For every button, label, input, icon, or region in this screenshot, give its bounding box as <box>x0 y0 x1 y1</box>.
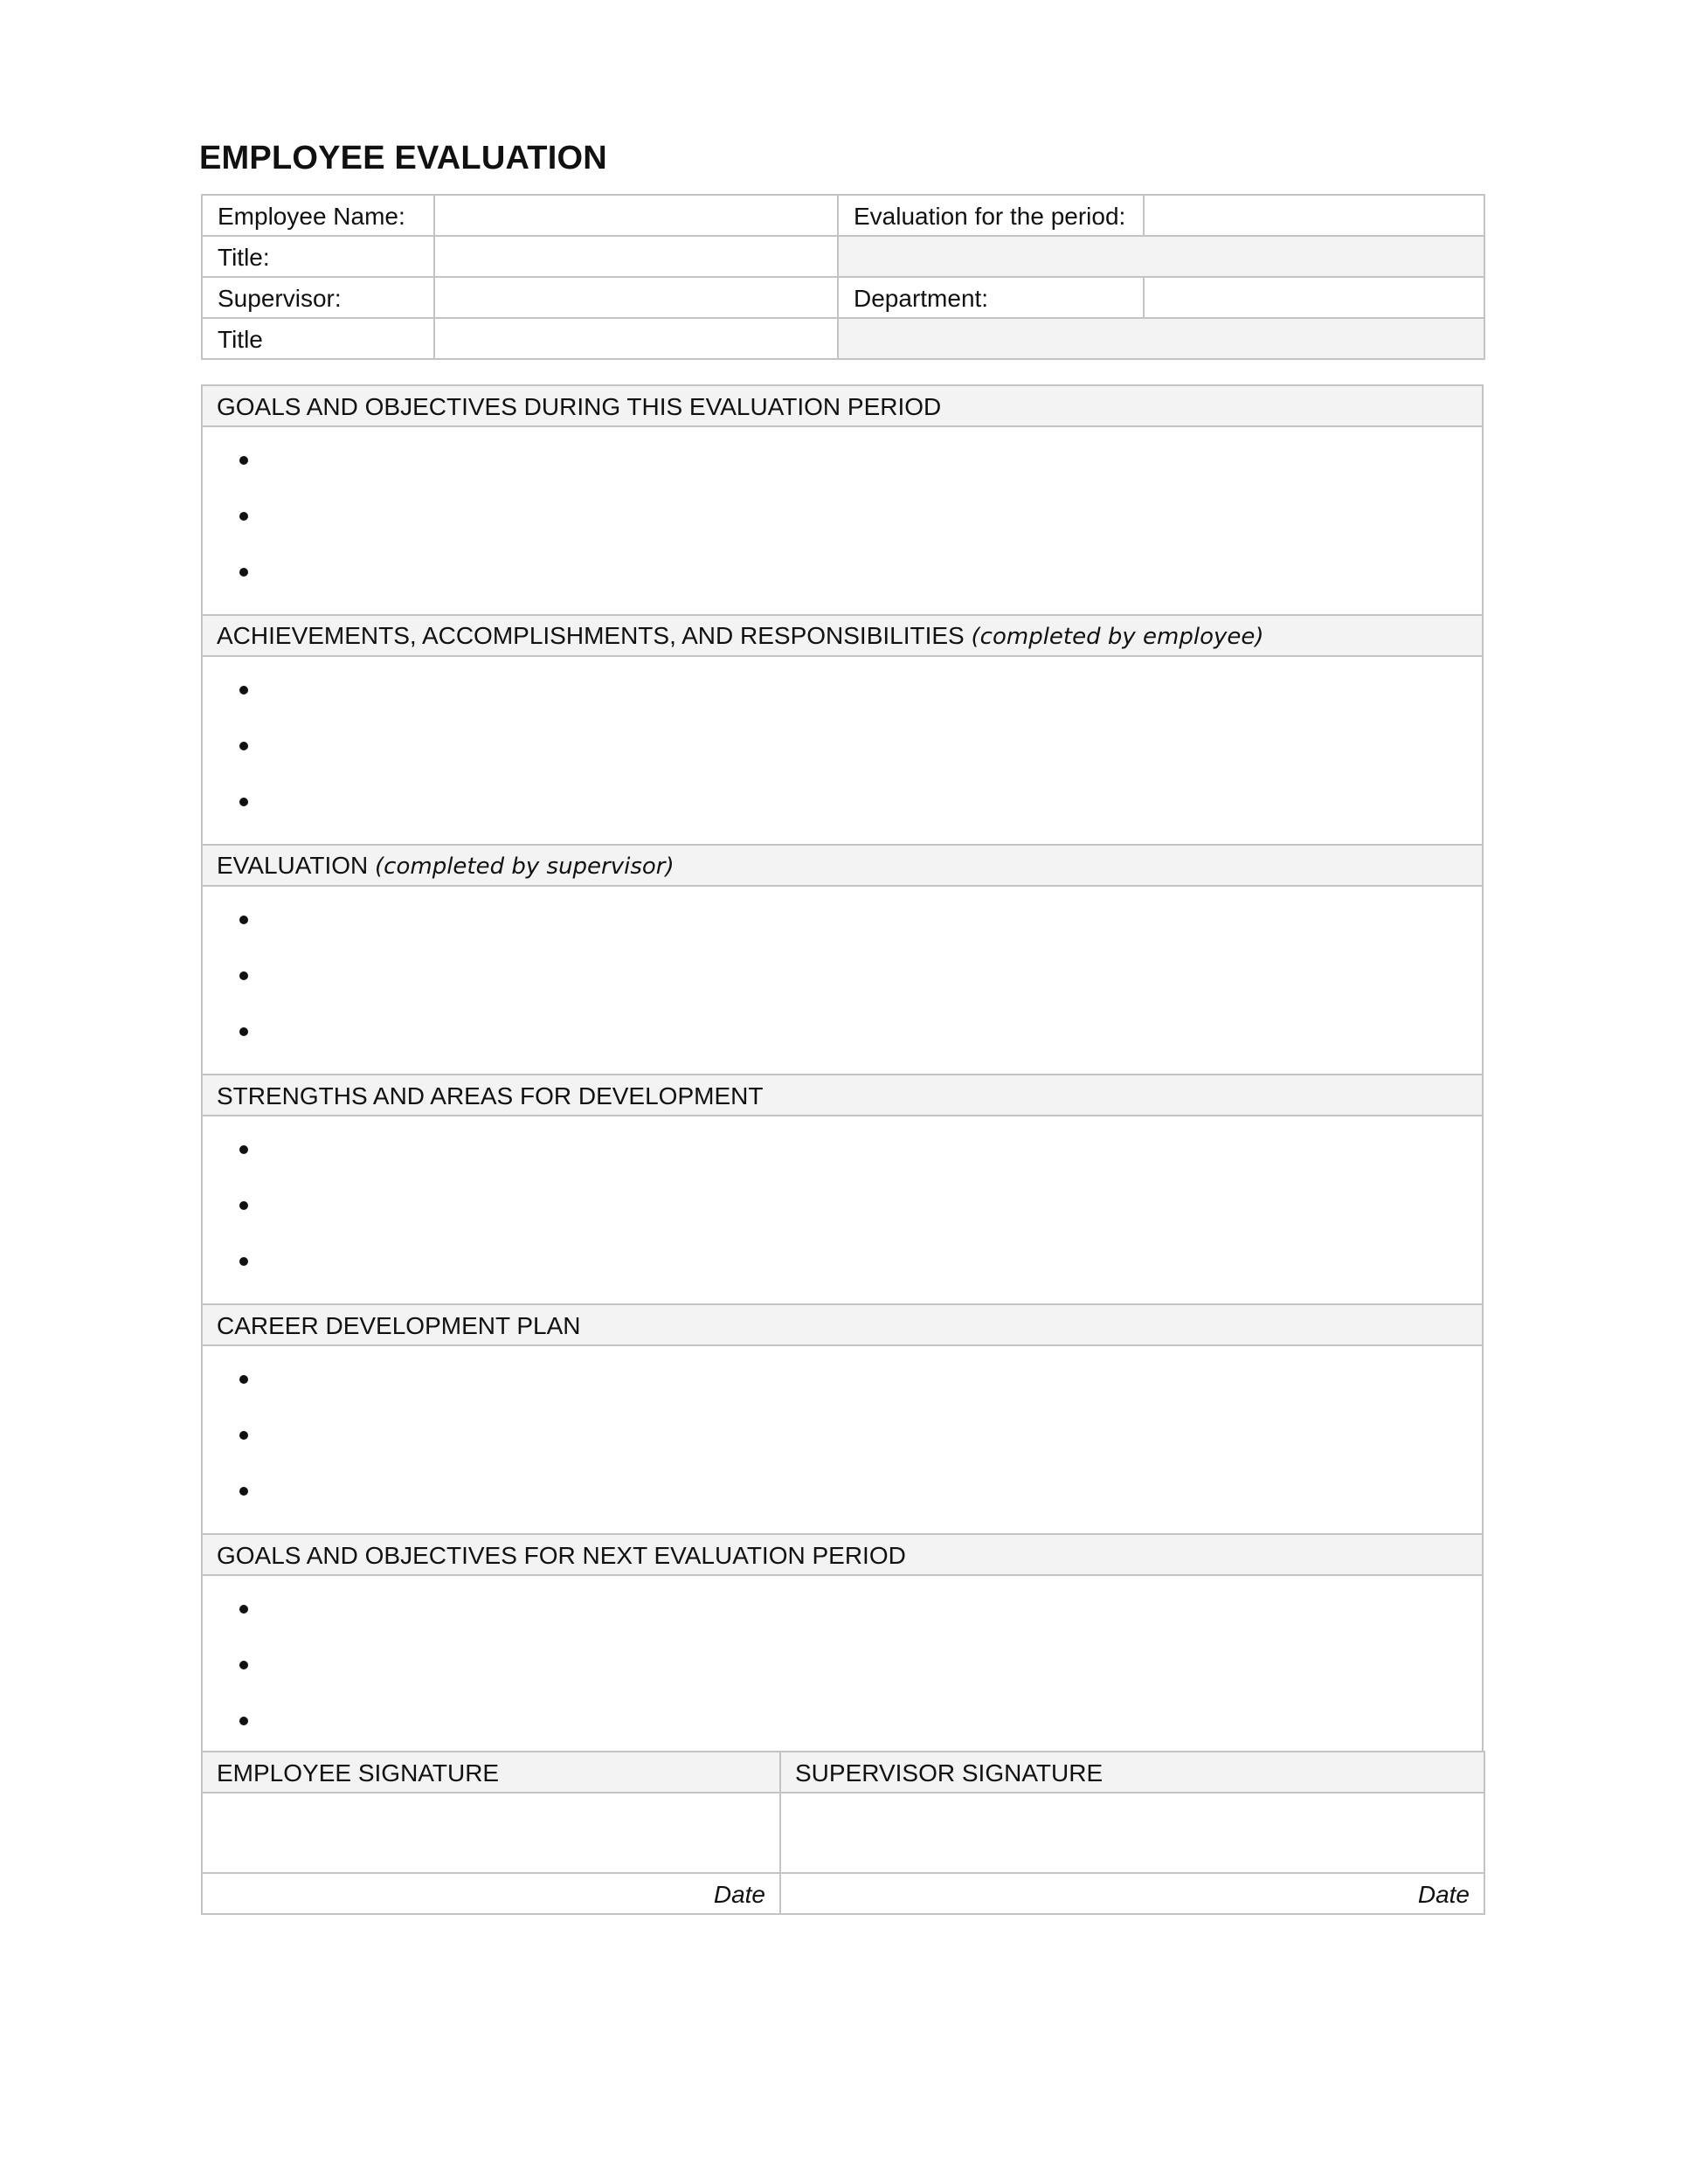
supervisor-title-label: Title <box>202 318 434 359</box>
bullet-list <box>203 1576 1482 1763</box>
section-body-career-plan[interactable] <box>202 1345 1483 1534</box>
bullet-item[interactable] <box>236 732 1482 788</box>
section-body-row <box>202 1575 1483 1764</box>
employee-signature-label: EMPLOYEE SIGNATURE <box>202 1752 780 1793</box>
employee-title-label: Title: <box>202 236 434 277</box>
section-body-row <box>202 1345 1483 1534</box>
section-heading-evaluation <box>202 845 1483 886</box>
bullet-list <box>203 887 1482 1074</box>
evaluation-period-field[interactable] <box>1144 195 1484 236</box>
section-body-goals-current[interactable] <box>202 426 1483 615</box>
supervisor-title-field[interactable] <box>434 318 838 359</box>
info-row <box>202 277 1484 318</box>
supervisor-label: Supervisor: <box>202 277 434 318</box>
evaluation-period-label: Evaluation for the period: <box>838 195 1144 236</box>
bullet-item[interactable] <box>236 502 1482 558</box>
section-body-goals-next[interactable] <box>202 1575 1483 1764</box>
section-body-evaluation[interactable] <box>202 886 1483 1075</box>
bullet-list <box>203 1116 1482 1303</box>
bullet-item[interactable] <box>236 962 1482 1018</box>
section-header-row <box>202 385 1483 426</box>
section-header-row <box>202 615 1483 656</box>
bullet-item[interactable] <box>236 1136 1482 1192</box>
bullet-item[interactable] <box>236 446 1482 502</box>
supervisor-date-field[interactable]: Date <box>780 1873 1484 1914</box>
info-row <box>202 195 1484 236</box>
bullet-item[interactable] <box>236 1248 1482 1303</box>
signature-table <box>201 1751 1485 1915</box>
section-heading-text: CAREER DEVELOPMENT PLAN <box>217 1311 581 1339</box>
section-heading-note: (completed by supervisor) <box>375 854 675 880</box>
section-heading-strengths <box>202 1075 1483 1116</box>
section-body-row <box>202 1116 1483 1304</box>
section-heading-text: EVALUATION <box>217 852 369 879</box>
employee-name-label: Employee Name: <box>202 195 434 236</box>
section-header-row <box>202 1534 1483 1575</box>
section-header-row <box>202 845 1483 886</box>
signature-header-row <box>202 1752 1484 1793</box>
bullet-list <box>203 657 1482 844</box>
supervisor-signature-field[interactable] <box>780 1793 1484 1873</box>
section-heading-career-plan <box>202 1304 1483 1345</box>
section-body-row <box>202 656 1483 845</box>
supervisor-field[interactable] <box>434 277 838 318</box>
shaded-cell <box>838 236 1484 277</box>
employee-date-field[interactable]: Date <box>202 1873 780 1914</box>
section-heading-text: GOALS AND OBJECTIVES DURING THIS EVALUATION PERIOD <box>217 392 942 420</box>
employee-signature-field[interactable] <box>202 1793 780 1873</box>
bullet-item[interactable] <box>236 906 1482 962</box>
bullet-item[interactable] <box>236 788 1482 844</box>
section-heading-goals-next <box>202 1534 1483 1575</box>
supervisor-signature-label: SUPERVISOR SIGNATURE <box>780 1752 1484 1793</box>
section-body-row <box>202 886 1483 1075</box>
bullet-item[interactable] <box>236 1365 1482 1421</box>
info-row <box>202 318 1484 359</box>
section-heading-goals-current <box>202 385 1483 426</box>
bullet-list <box>203 427 1482 614</box>
section-body-strengths[interactable] <box>202 1116 1483 1304</box>
info-row <box>202 236 1484 277</box>
signature-date-row <box>202 1873 1484 1914</box>
employee-title-field[interactable] <box>434 236 838 277</box>
section-heading-note: (completed by employee) <box>971 624 1264 650</box>
employee-name-field[interactable] <box>434 195 838 236</box>
section-heading-text: STRENGTHS AND AREAS FOR DEVELOPMENT <box>217 1082 764 1109</box>
section-heading-text: GOALS AND OBJECTIVES FOR NEXT EVALUATION PERIOD <box>217 1541 906 1569</box>
section-heading-achievements <box>202 615 1483 656</box>
section-header-row <box>202 1304 1483 1345</box>
shaded-cell <box>838 318 1484 359</box>
evaluation-sections-table <box>201 384 1484 1765</box>
bullet-item[interactable] <box>236 558 1482 614</box>
section-body-achievements[interactable] <box>202 656 1483 845</box>
section-header-row <box>202 1075 1483 1116</box>
bullet-item[interactable] <box>236 1651 1482 1707</box>
bullet-item[interactable] <box>236 1421 1482 1477</box>
bullet-item[interactable] <box>236 676 1482 732</box>
bullet-item[interactable] <box>236 1018 1482 1074</box>
department-label: Department: <box>838 277 1144 318</box>
signature-space-row <box>202 1793 1484 1873</box>
page-title: EMPLOYEE EVALUATION <box>199 140 607 176</box>
bullet-item[interactable] <box>236 1477 1482 1533</box>
bullet-list <box>203 1346 1482 1533</box>
employee-info-table <box>201 194 1485 360</box>
section-body-row <box>202 426 1483 615</box>
bullet-item[interactable] <box>236 1192 1482 1248</box>
bullet-item[interactable] <box>236 1595 1482 1651</box>
section-heading-text: ACHIEVEMENTS, ACCOMPLISHMENTS, AND RESPONSIBILITIES <box>217 622 965 649</box>
department-field[interactable] <box>1144 277 1484 318</box>
